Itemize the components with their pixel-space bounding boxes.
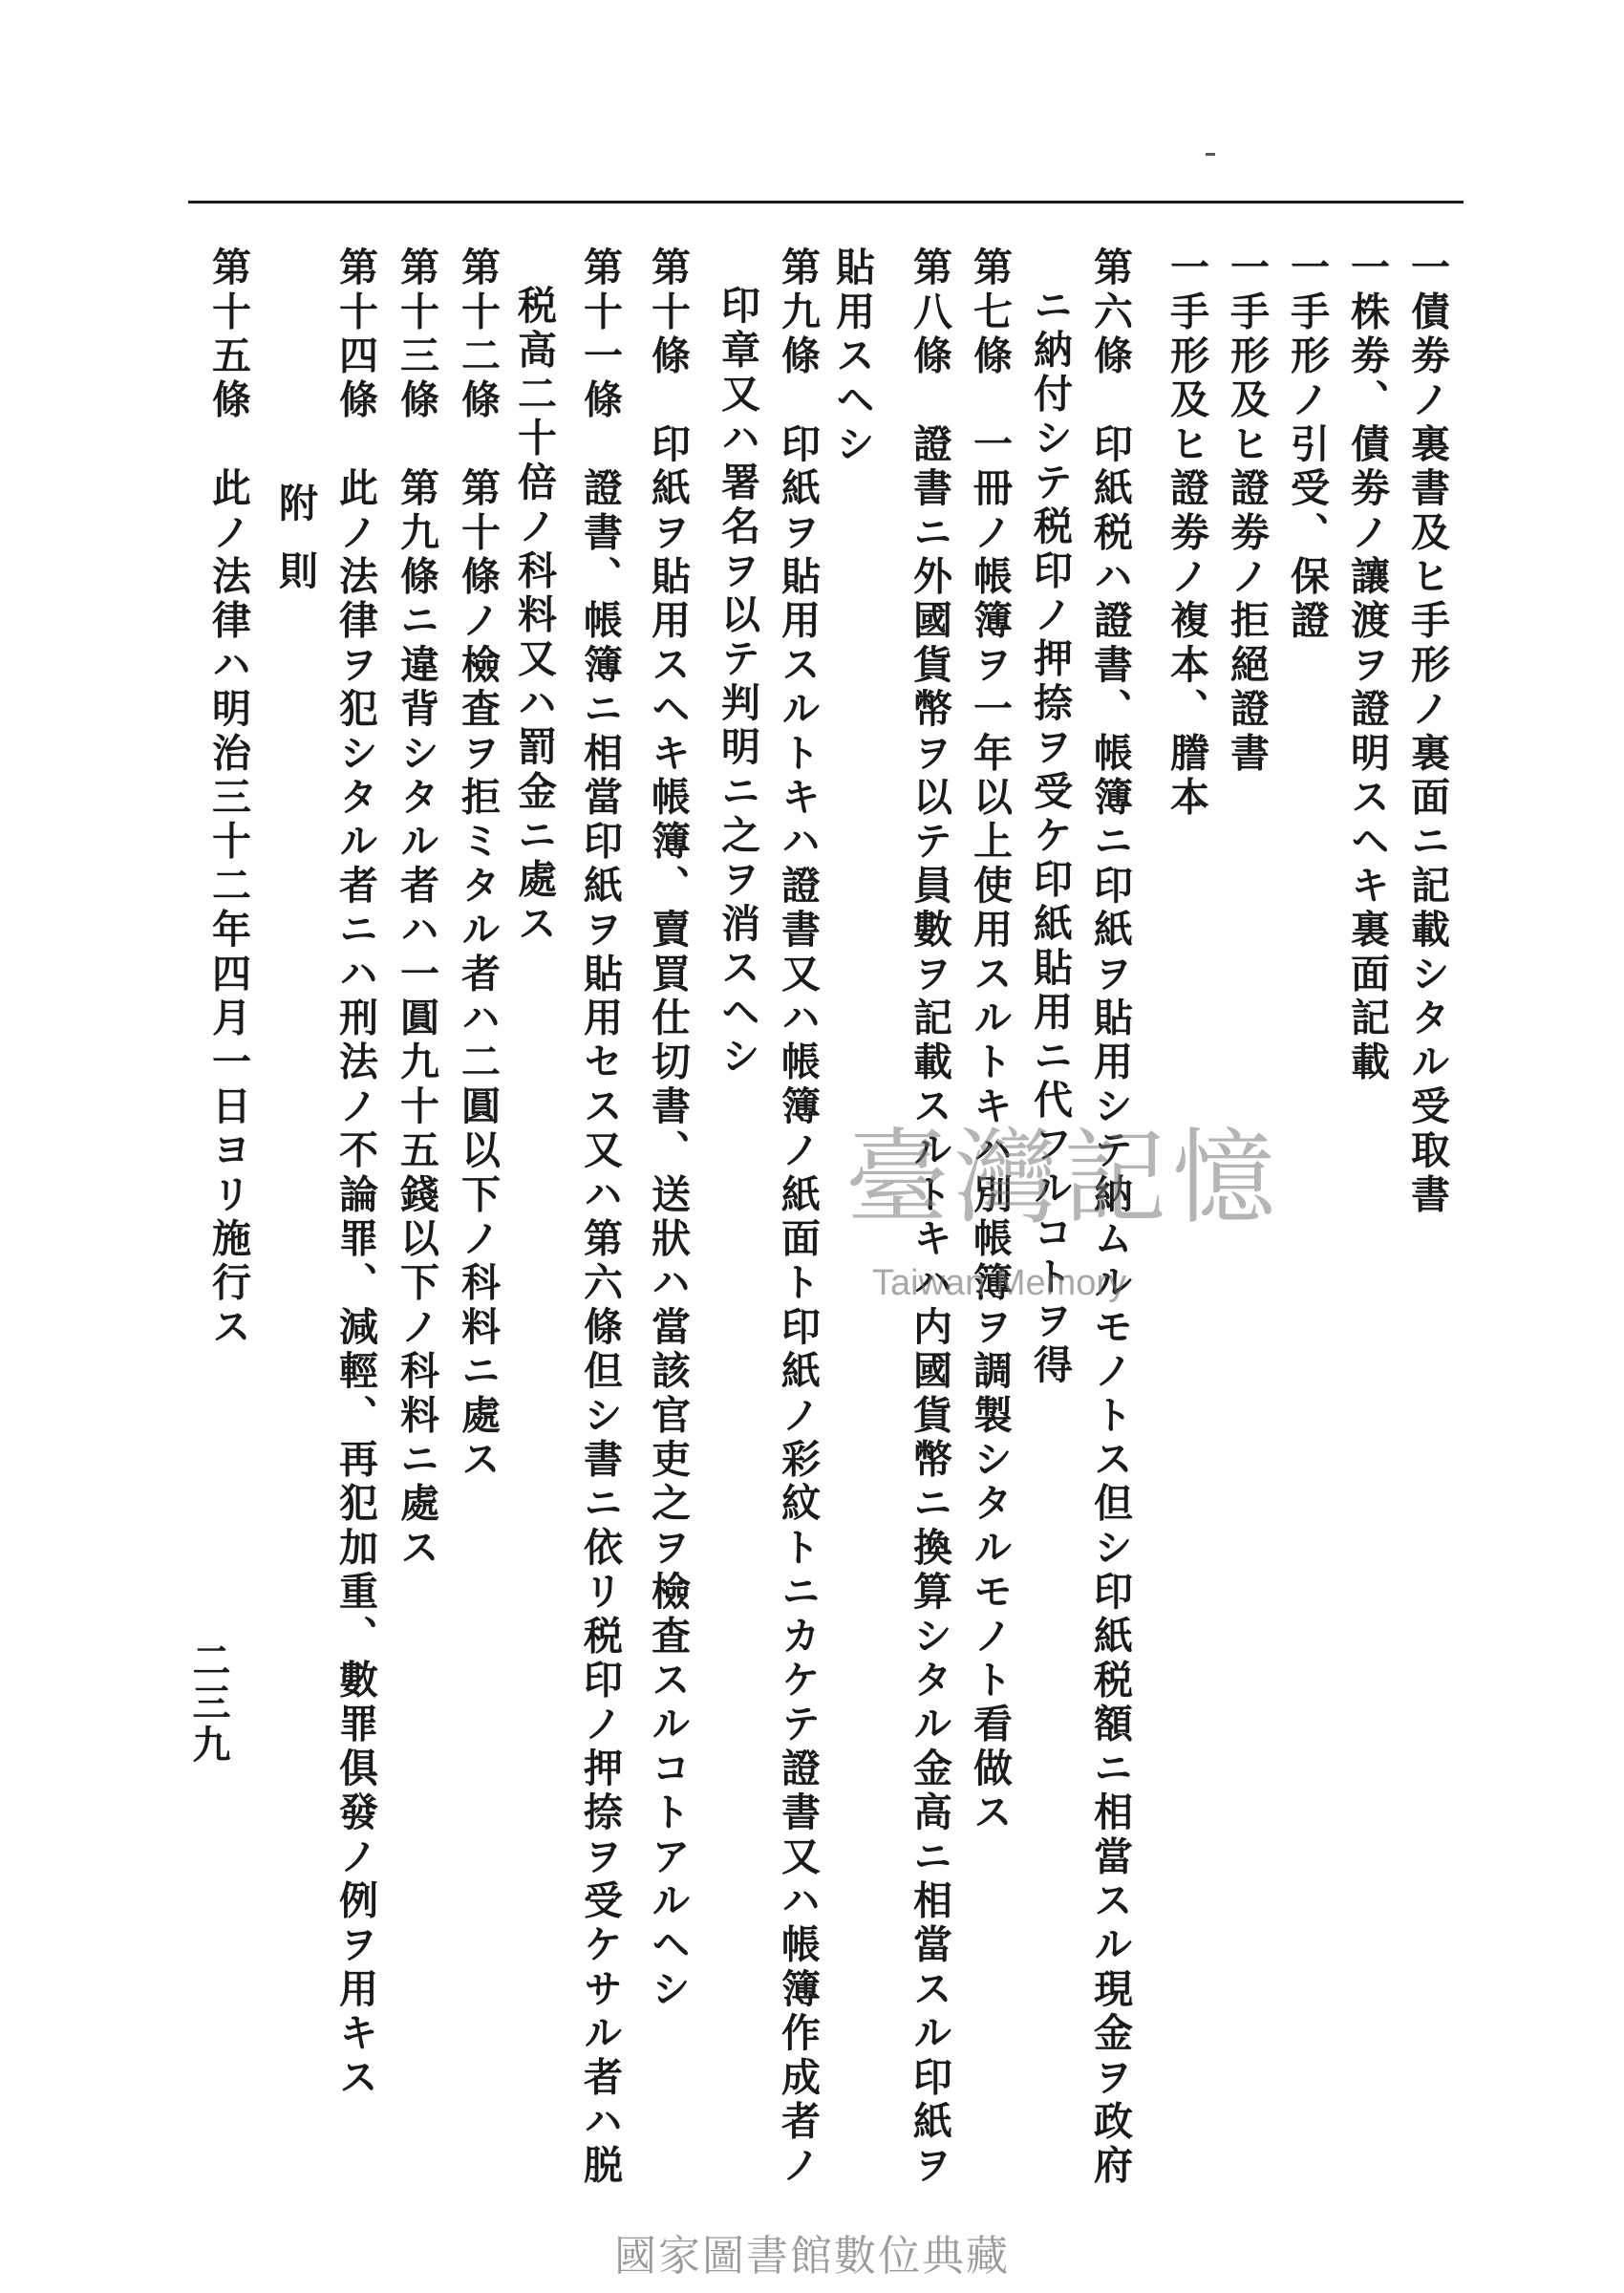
article-8: 第八條 證書ニ外國貨幣ヲ以テ員數ヲ記載スルトキハ内國貨幣ニ換算シタル金高ニ相當スル印紙ヲ [907, 246, 952, 2189]
scan-mark [1206, 153, 1215, 156]
article-12: 第十二條 第十條ノ檢査ヲ拒ミタル者ハ二圓以下ノ科料ニ處ス [455, 246, 501, 1483]
page-number: 二三九 [186, 1640, 231, 1767]
article-8-continued: 貼用スヘシ [829, 246, 875, 467]
article-9-continued: 印章又ハ署名ヲ以テ判明ニ之ヲ消スヘシ [715, 285, 760, 1080]
article-11-continued: 税高二十倍ノ科料又ハ罰金ニ處ス [511, 285, 557, 948]
text-column-3: 一手形ノ引受、保證 [1284, 246, 1330, 644]
text-column-2: 一株劵、債劵ノ讓渡ヲ證明スヘキ裏面記載 [1344, 246, 1390, 1085]
supplementary-heading: 附則 [272, 482, 318, 618]
text-column-1: 一債劵ノ裏書及ヒ手形ノ裏面ニ記載シタル受取書 [1404, 246, 1450, 1218]
article-14: 第十四條 此ノ法律ヲ犯シタル者ニハ刑法ノ不論罪、減輕、再犯加重、數罪俱發ノ例ヲ用キス [332, 246, 378, 2101]
header-rule [188, 201, 1464, 204]
text-column-4: 一手形及ヒ證劵ノ拒絕證書 [1224, 246, 1270, 777]
article-7: 第七條 一冊ノ帳簿ヲ一年以上使用スルトキハ別帳簿ヲ調製シタルモノト看做ス [967, 246, 1013, 1836]
article-10: 第十條 印紙ヲ貼用スヘキ帳簿、賣買仕切書、送狀ハ當該官吏之ヲ檢査スルコトアルヘシ [645, 246, 691, 2012]
library-footer: 國家圖書館數位典藏 [614, 2232, 1010, 2281]
text-column-5: 一手形及ヒ證劵ノ複本、謄本 [1164, 246, 1209, 821]
article-9: 第九條 印紙ヲ貼用スルトキハ證書又ハ帳簿ノ紙面ト印紙ノ彩紋トニカケテ證書又ハ帳簿作成者ノ [775, 246, 821, 2189]
article-6: 第六條 印紙税ハ證書、帳簿ニ印紙ヲ貼用シテ納ムルモノトス但シ印紙税額ニ相當スル現金ヲ政府 [1087, 246, 1133, 2189]
article-11: 第十一條 證書、帳簿ニ相當印紙ヲ貼用セス又ハ第六條但シ書ニ依リ税印ノ押捺ヲ受ケサル者ハ脱 [577, 246, 623, 2189]
watermark-chars: 臺灣記憶 [845, 1119, 1282, 1238]
article-15: 第十五條 此ノ法律ハ明治三十二年四月一日ヨリ施行ス [205, 246, 251, 1350]
watermark-english: Taiwan Memory [872, 1263, 1127, 1303]
article-6-continued: ニ納付シテ税印ノ押捺ヲ受ケ印紙貼用ニ代フルコトヲ得 [1027, 285, 1073, 1388]
article-13: 第十三條 第九條ニ違背シタル者ハ一圓九十五錢以下ノ科料ニ處ス [394, 246, 439, 1571]
